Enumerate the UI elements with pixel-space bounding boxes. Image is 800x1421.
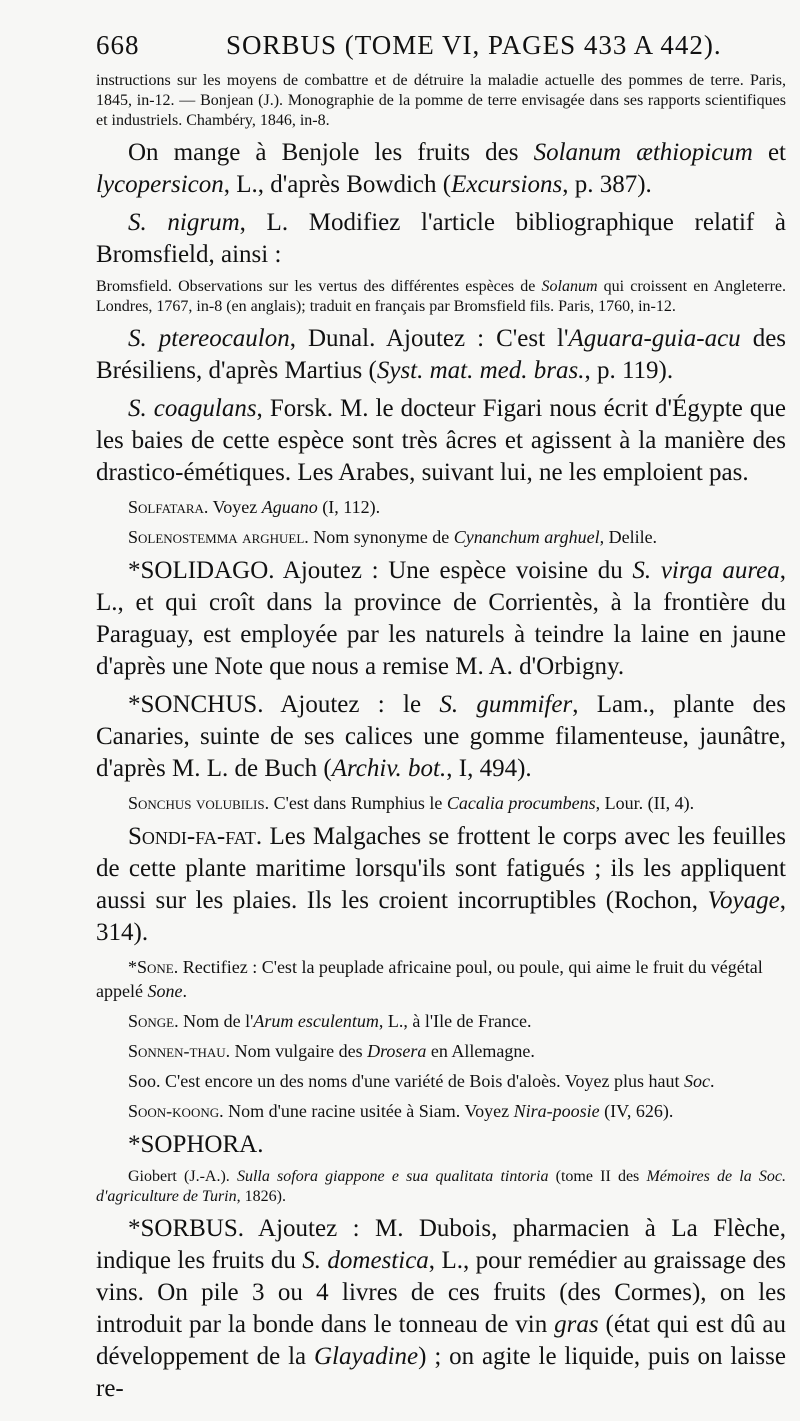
paragraph: [96, 1069, 786, 1093]
paragraph: [96, 821, 786, 949]
text-run: , L., et qui croît dans la province de Corrientès, à la frontière du Paraguay, est employée par les naturels à teindre la laine en jaune d'après une Note que nous a remise M. A. d'Orbigny.: [96, 557, 786, 680]
text-run: Soc: [683, 1071, 710, 1091]
text-run: , L. Modifiez l'article bibliographique relatif à Bromsfield, ainsi :: [96, 209, 786, 268]
text-run: . Rectifiez : C'est la peuplade africaine poul, ou poule, qui aime le fruit du végétal appelé: [96, 957, 763, 1001]
text-run: Sulla sofora giappone e sua qualitata tintoria: [236, 1168, 549, 1185]
paragraph: [96, 1129, 786, 1161]
paragraph: [96, 207, 786, 271]
paragraph: [96, 1213, 786, 1405]
text-run: , I, 494).: [446, 755, 532, 782]
text-run: S. coagulans: [128, 395, 257, 422]
paragraph: [96, 1009, 786, 1033]
text-run: (état qui est dû au développement de la: [96, 1311, 786, 1370]
paragraph: [96, 689, 786, 785]
text-run: S. ptereocaulon: [128, 325, 290, 352]
text-run: , Delile.: [599, 527, 658, 547]
paragraph: [96, 791, 786, 815]
text-run: Soo. C'est encore un des noms d'une variété de Bois d'aloès. Voyez plus haut: [128, 1071, 684, 1091]
text-run: S. gummifer: [439, 691, 573, 718]
text-run: Cacalia procumbens: [446, 793, 596, 813]
text-run: , p. 387).: [562, 171, 652, 198]
text-run: Soon-koong: [128, 1101, 220, 1121]
text-run: . C'est dans Rumphius le: [264, 793, 447, 813]
text-run: . Nom de l': [174, 1011, 254, 1031]
paragraph: [96, 555, 786, 683]
paragraph: [96, 1099, 786, 1123]
paragraph: [96, 1039, 786, 1063]
text-run: et: [752, 139, 786, 166]
text-run: . Nom vulgaire des: [225, 1041, 368, 1061]
text-run: , Forsk. M. le docteur Figari nous écrit d'Égypte que les baies de cette espèce sont très âcres et agissent à la manière des drastico-émétiques. Les Arabes, suivant lui, ne les emploient pas.: [96, 395, 786, 486]
text-run: Drosera: [367, 1041, 427, 1061]
page-header: [96, 30, 786, 61]
text-run: Glayadine: [314, 1343, 419, 1370]
text-run: Arum esculentum: [253, 1011, 379, 1031]
text-run: Songe: [128, 1011, 175, 1031]
text-run: Sonchus volubilis: [128, 793, 265, 813]
text-run: , L., pour remédier au graissage des vins. On pile 3 ou 4 livres de ces fruits (des Cormes), on les introduit par la bonde dans le tonneau de vin: [96, 1247, 786, 1338]
text-run: Solfatara: [128, 497, 204, 517]
text-run: On mange à Benjole les fruits des: [128, 139, 534, 166]
text-run: , p. 119).: [584, 357, 674, 384]
text-run: Solanum æthiopicum: [533, 139, 753, 166]
text-run: *SORBUS. Ajoutez : M. Dubois, pharmacien à La Flèche, indique les fruits du: [96, 1215, 786, 1274]
text-run: Sonnen-thau: [128, 1041, 226, 1061]
text-run: (tome II des: [548, 1168, 647, 1185]
text-run: . Les Malgaches se frottent le corps avec les feuilles de cette plante maritime lorsqu'ils sont fatigués ; ils les appliquent aussi sur les plaies. Ils les croient incorruptibles (Rochon,: [96, 823, 786, 914]
text-run: Solanum: [541, 278, 598, 295]
text-run: *Sone: [128, 957, 174, 977]
text-run: S. nigrum: [128, 209, 240, 236]
text-run: Solenostemma arghuel: [128, 527, 305, 547]
text-run: gras: [554, 1311, 599, 1338]
text-run: (I, 112).: [317, 497, 381, 517]
text-run: (IV, 626).: [599, 1101, 674, 1121]
paragraph: [96, 1167, 786, 1207]
paragraph: [96, 393, 786, 489]
text-run: Bromsfield. Observations sur les vertus des différentes espèces de: [96, 278, 542, 295]
text-run: , Lour. (II, 4).: [595, 793, 695, 813]
text-run: Sondi-fa-fat: [128, 823, 256, 850]
text-run: , L., à l'Ile de France.: [378, 1011, 532, 1031]
paragraph: [96, 525, 786, 549]
text-run: Mémoires de la Soc. d'agriculture de Turin: [96, 1168, 787, 1205]
text-run: . Voyez: [203, 497, 262, 517]
text-run: , 1826).: [236, 1188, 286, 1205]
text-run: .: [182, 981, 187, 1001]
text-run: ) ; on agite le liquide, puis on laisse re-: [96, 1343, 786, 1402]
paragraph: [96, 277, 786, 317]
text-run: .: [709, 1071, 715, 1091]
text-run: S. domestica: [302, 1247, 429, 1274]
running-title: SORBUS (TOME VI, PAGES 433 A 442).: [226, 30, 722, 60]
text-run: Giobert (J.-A.).: [128, 1168, 237, 1185]
text-run: Syst. mat. med. bras.: [376, 357, 585, 384]
paragraph: [96, 137, 786, 201]
paragraph: [96, 323, 786, 387]
text-run: Aguara-guia-acu: [568, 325, 741, 352]
paragraph: [96, 71, 786, 131]
page-number: 668: [96, 30, 140, 60]
text-run: , L., d'après Bowdich (: [223, 171, 452, 198]
text-run: Excursions: [451, 171, 563, 198]
text-run: , Dunal. Ajoutez : C'est l': [289, 325, 569, 352]
text-run: . Nom d'une racine usitée à Siam. Voyez: [219, 1101, 514, 1121]
text-run: Voyage: [707, 887, 780, 914]
text-run: , Lam., plante des Canaries, suinte de ses calices une gomme filamenteuse, jaunâtre, d'après M. L. de Buch (: [96, 691, 786, 782]
text-run: *SOLIDAGO. Ajoutez : Une espèce voisine du: [128, 557, 633, 584]
text-run: . Nom synonyme de: [304, 527, 454, 547]
text-run: *SONCHUS. Ajoutez : le: [128, 691, 440, 718]
text-run: Archiv. bot.: [331, 755, 447, 782]
text-run: des Brésiliens, d'après Martius (: [96, 325, 787, 384]
page-body: [96, 71, 786, 1411]
text-run: Nira-poosie: [513, 1101, 600, 1121]
text-run: lycopersicon: [96, 171, 224, 198]
text-run: , 314).: [96, 887, 786, 946]
text-run: Cynanchum arghuel: [453, 527, 600, 547]
text-run: instructions sur les moyens de combattre et de détruire la maladie actuelle des pommes de terre. Paris, 1845, in-12. — Bonjean (J.). Monographie de la pomme de terre envisagée dans ses rapports scientifiques et industriels. Chambéry, 1846, in-8.: [96, 72, 786, 129]
text-run: en Allemagne.: [426, 1041, 535, 1061]
paragraph: [96, 955, 786, 1003]
text-run: S. virga aurea: [632, 557, 780, 584]
text-run: Aguano: [261, 497, 318, 517]
paragraph: [96, 495, 786, 519]
text-run: qui croissent en Angleterre. Londres, 1767, in-8 (en anglais); traduit en français par Bromsfield fils. Paris, 1760, in-12.: [96, 278, 786, 315]
text-run: Sone: [147, 981, 183, 1001]
text-run: *SOPHORA.: [128, 1131, 264, 1158]
